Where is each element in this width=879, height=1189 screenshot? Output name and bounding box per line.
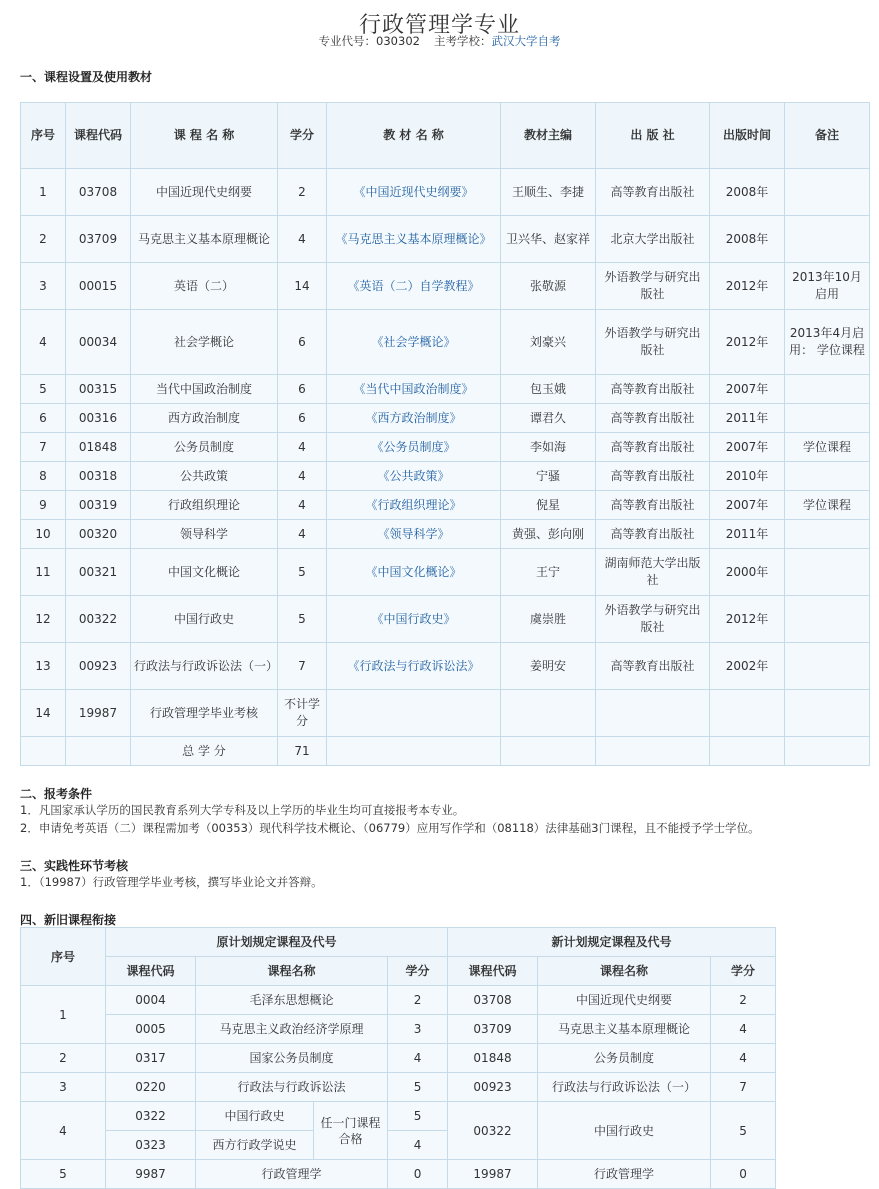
publisher-cell: 高等教育出版社 bbox=[596, 491, 710, 520]
course-code-cell: 00320 bbox=[66, 520, 131, 549]
course-code-cell: 00923 bbox=[66, 643, 131, 690]
pub-year-cell: 2011年 bbox=[710, 520, 785, 549]
remark-cell: 学位课程 bbox=[785, 491, 870, 520]
new-plan-header: 新计划规定课程及代号 bbox=[448, 928, 776, 957]
course-code-cell: 00015 bbox=[66, 263, 131, 310]
publisher-cell: 外语教学与研究出版社 bbox=[596, 263, 710, 310]
new-credit-cell: 0 bbox=[711, 1160, 776, 1189]
course-table-header bbox=[21, 103, 870, 169]
new-code-cell: 03708 bbox=[448, 986, 538, 1015]
credit-cell: 7 bbox=[278, 643, 327, 690]
seq-cell: 8 bbox=[21, 462, 66, 491]
textbook-cell[interactable]: 《社会学概论》 bbox=[327, 310, 501, 375]
old-code-cell: 0005 bbox=[106, 1015, 196, 1044]
old-credit-cell: 4 bbox=[388, 1044, 448, 1073]
old-credit-cell: 4 bbox=[388, 1131, 448, 1160]
pub-year-cell: 2012年 bbox=[710, 263, 785, 310]
course-row bbox=[21, 375, 870, 404]
total-row bbox=[21, 737, 870, 766]
seq-header: 序号 bbox=[21, 928, 106, 986]
seq-cell: 11 bbox=[21, 549, 66, 596]
seq-cell: 1 bbox=[21, 986, 106, 1044]
either-course-note: 任一门课程合格 bbox=[314, 1102, 388, 1160]
editor-cell: 包玉娥 bbox=[501, 375, 596, 404]
course-name-cell: 中国近现代史纲要 bbox=[131, 169, 278, 216]
textbook-cell[interactable]: 《中国行政史》 bbox=[327, 596, 501, 643]
sub-header: 学分 bbox=[388, 957, 448, 986]
textbook-cell[interactable]: 《英语（二）自学教程》 bbox=[327, 263, 501, 310]
credit-cell: 不计学分 bbox=[278, 690, 327, 737]
course-name-cell: 英语（二） bbox=[131, 263, 278, 310]
credit-cell: 4 bbox=[278, 433, 327, 462]
seq-cell: 13 bbox=[21, 643, 66, 690]
pub-year-cell: 2008年 bbox=[710, 169, 785, 216]
credit-cell: 2 bbox=[278, 169, 327, 216]
col-header: 出版时间 bbox=[710, 103, 785, 169]
pub-year-cell: 2007年 bbox=[710, 491, 785, 520]
new-credit-cell: 4 bbox=[711, 1044, 776, 1073]
course-name-cell: 西方政治制度 bbox=[131, 404, 278, 433]
textbook-cell[interactable]: 《中国近现代史纲要》 bbox=[327, 169, 501, 216]
new-name-cell: 马克思主义基本原理概论 bbox=[538, 1015, 711, 1044]
section1-heading: 一、课程设置及使用教材 bbox=[20, 70, 153, 84]
new-name-cell: 行政管理学 bbox=[538, 1160, 711, 1189]
pub-year-cell: 2002年 bbox=[710, 643, 785, 690]
seq-cell: 4 bbox=[21, 310, 66, 375]
course-row bbox=[21, 520, 870, 549]
remark-cell bbox=[785, 216, 870, 263]
credit-cell: 6 bbox=[278, 375, 327, 404]
publisher-cell: 高等教育出版社 bbox=[596, 433, 710, 462]
seq-cell: 6 bbox=[21, 404, 66, 433]
course-name-cell: 当代中国政治制度 bbox=[131, 375, 278, 404]
course-row bbox=[21, 433, 870, 462]
course-name-cell: 行政法与行政诉讼法（一） bbox=[131, 643, 278, 690]
section4-heading: 四、新旧课程衔接 bbox=[20, 913, 117, 927]
publisher-cell: 湖南师范大学出版社 bbox=[596, 549, 710, 596]
pub-year-cell: 2010年 bbox=[710, 462, 785, 491]
empty-cell bbox=[785, 737, 870, 766]
editor-cell: 王宁 bbox=[501, 549, 596, 596]
empty-cell bbox=[21, 737, 66, 766]
publisher-cell: 高等教育出版社 bbox=[596, 169, 710, 216]
remark-cell bbox=[785, 690, 870, 737]
pub-year-cell bbox=[710, 690, 785, 737]
col-header: 学分 bbox=[278, 103, 327, 169]
course-name-cell: 社会学概论 bbox=[131, 310, 278, 375]
editor-cell bbox=[501, 690, 596, 737]
col-header: 序号 bbox=[21, 103, 66, 169]
course-name-cell: 领导科学 bbox=[131, 520, 278, 549]
textbook-cell[interactable]: 《公务员制度》 bbox=[327, 433, 501, 462]
old-code-cell: 0317 bbox=[106, 1044, 196, 1073]
empty-cell bbox=[596, 737, 710, 766]
course-code-cell: 19987 bbox=[66, 690, 131, 737]
course-code-cell: 00316 bbox=[66, 404, 131, 433]
editor-cell: 姜明安 bbox=[501, 643, 596, 690]
course-name-cell: 公务员制度 bbox=[131, 433, 278, 462]
old-credit-cell: 5 bbox=[388, 1073, 448, 1102]
course-name-cell: 行政管理学毕业考核 bbox=[131, 690, 278, 737]
new-code-cell: 19987 bbox=[448, 1160, 538, 1189]
remark-cell bbox=[785, 596, 870, 643]
textbook-cell[interactable]: 《公共政策》 bbox=[327, 462, 501, 491]
seq-cell: 5 bbox=[21, 375, 66, 404]
credit-cell: 6 bbox=[278, 404, 327, 433]
publisher-cell: 高等教育出版社 bbox=[596, 520, 710, 549]
textbook-cell[interactable]: 《行政组织理论》 bbox=[327, 491, 501, 520]
credit-cell: 4 bbox=[278, 491, 327, 520]
course-row bbox=[21, 596, 870, 643]
old-code-cell: 0322 bbox=[106, 1102, 196, 1131]
publisher-cell: 高等教育出版社 bbox=[596, 462, 710, 491]
sub-header: 课程名称 bbox=[538, 957, 711, 986]
col-header: 出 版 社 bbox=[596, 103, 710, 169]
editor-cell: 宁骚 bbox=[501, 462, 596, 491]
old-credit-cell: 2 bbox=[388, 986, 448, 1015]
col-header: 教材主编 bbox=[501, 103, 596, 169]
remark-cell: 学位课程 bbox=[785, 433, 870, 462]
remark-cell bbox=[785, 404, 870, 433]
editor-cell: 卫兴华、赵家祥 bbox=[501, 216, 596, 263]
new-name-cell: 中国近现代史纲要 bbox=[538, 986, 711, 1015]
new-credit-cell: 2 bbox=[711, 986, 776, 1015]
textbook-cell[interactable]: 《行政法与行政诉讼法》 bbox=[327, 643, 501, 690]
empty-cell bbox=[501, 737, 596, 766]
seq-cell: 14 bbox=[21, 690, 66, 737]
section3-line: 1．（19987）行政管理学毕业考核，撰写毕业论文并答辩。 bbox=[20, 875, 323, 889]
new-code-cell: 00322 bbox=[448, 1102, 538, 1160]
sub-header: 课程代码 bbox=[448, 957, 538, 986]
major-code: 030302 bbox=[376, 34, 420, 48]
old-name-cell: 西方行政学说史 bbox=[196, 1131, 314, 1160]
publisher-cell: 北京大学出版社 bbox=[596, 216, 710, 263]
col-header: 课程代码 bbox=[66, 103, 131, 169]
course-row bbox=[21, 169, 870, 216]
textbook-cell[interactable]: 《西方政治制度》 bbox=[327, 404, 501, 433]
transition-row bbox=[21, 1160, 776, 1189]
course-name-cell: 马克思主义基本原理概论 bbox=[131, 216, 278, 263]
sub-header: 学分 bbox=[711, 957, 776, 986]
new-code-cell: 00923 bbox=[448, 1073, 538, 1102]
editor-cell: 张敬源 bbox=[501, 263, 596, 310]
total-label: 总 学 分 bbox=[131, 737, 278, 766]
new-credit-cell: 5 bbox=[711, 1102, 776, 1160]
textbook-cell[interactable]: 《领导科学》 bbox=[327, 520, 501, 549]
course-code-cell: 01848 bbox=[66, 433, 131, 462]
textbook-cell[interactable]: 《马克思主义基本原理概论》 bbox=[327, 216, 501, 263]
old-code-cell: 0323 bbox=[106, 1131, 196, 1160]
credit-cell: 4 bbox=[278, 462, 327, 491]
remark-cell bbox=[785, 549, 870, 596]
pub-year-cell: 2007年 bbox=[710, 433, 785, 462]
course-code-cell: 03709 bbox=[66, 216, 131, 263]
old-code-cell: 0004 bbox=[106, 986, 196, 1015]
seq-cell: 10 bbox=[21, 520, 66, 549]
remark-cell bbox=[785, 169, 870, 216]
old-credit-cell: 0 bbox=[388, 1160, 448, 1189]
new-name-cell: 公务员制度 bbox=[538, 1044, 711, 1073]
new-credit-cell: 7 bbox=[711, 1073, 776, 1102]
seq-cell: 3 bbox=[21, 1073, 106, 1102]
old-name-cell: 行政法与行政诉讼法 bbox=[196, 1073, 388, 1102]
course-name-cell: 中国行政史 bbox=[131, 596, 278, 643]
editor-cell: 李如海 bbox=[501, 433, 596, 462]
section2-line: 1．凡国家承认学历的国民教育系列大学专科及以上学历的毕业生均可直接报考本专业。 bbox=[20, 803, 465, 817]
publisher-cell: 高等教育出版社 bbox=[596, 375, 710, 404]
new-name-cell: 中国行政史 bbox=[538, 1102, 711, 1160]
page-title: 行政管理学专业 bbox=[358, 13, 520, 38]
course-row bbox=[21, 263, 870, 310]
textbook-cell[interactable]: 《中国文化概论》 bbox=[327, 549, 501, 596]
course-code-cell: 00322 bbox=[66, 596, 131, 643]
pub-year-cell: 2008年 bbox=[710, 216, 785, 263]
col-header: 教 材 名 称 bbox=[327, 103, 501, 169]
publisher-cell: 高等教育出版社 bbox=[596, 404, 710, 433]
seq-cell: 7 bbox=[21, 433, 66, 462]
credit-cell: 4 bbox=[278, 520, 327, 549]
publisher-cell: 高等教育出版社 bbox=[596, 643, 710, 690]
course-row bbox=[21, 491, 870, 520]
transition-row bbox=[21, 986, 776, 1015]
section2-line: 2．申请免考英语（二）课程需加考（00353）现代科学技术概论、（06779）应用写作学和（08118）法律基础3门课程，且不能授予学士学位。 bbox=[20, 821, 760, 835]
old-credit-cell: 3 bbox=[388, 1015, 448, 1044]
sub-header: 课程代码 bbox=[106, 957, 196, 986]
transition-row bbox=[21, 1015, 776, 1044]
credit-cell: 6 bbox=[278, 310, 327, 375]
course-name-cell: 中国文化概论 bbox=[131, 549, 278, 596]
remark-cell bbox=[785, 462, 870, 491]
old-plan-header: 原计划规定课程及代号 bbox=[106, 928, 448, 957]
course-code-cell: 00321 bbox=[66, 549, 131, 596]
editor-cell: 谭君久 bbox=[501, 404, 596, 433]
seq-cell: 12 bbox=[21, 596, 66, 643]
new-code-cell: 03709 bbox=[448, 1015, 538, 1044]
col-header: 备注 bbox=[785, 103, 870, 169]
course-name-cell: 公共政策 bbox=[131, 462, 278, 491]
course-row bbox=[21, 690, 870, 737]
major-code-label: 专业代号： bbox=[318, 34, 377, 48]
seq-cell: 2 bbox=[21, 1044, 106, 1073]
editor-cell: 王顺生、李捷 bbox=[501, 169, 596, 216]
transition-row bbox=[21, 1044, 776, 1073]
remark-cell: 2013年10月启用 bbox=[785, 263, 870, 310]
pub-year-cell: 2012年 bbox=[710, 310, 785, 375]
old-code-cell: 9987 bbox=[106, 1160, 196, 1189]
publisher-cell: 外语教学与研究出版社 bbox=[596, 310, 710, 375]
seq-cell: 3 bbox=[21, 263, 66, 310]
seq-cell: 2 bbox=[21, 216, 66, 263]
remark-cell: 2013年4月启用： 学位课程 bbox=[785, 310, 870, 375]
course-row bbox=[21, 549, 870, 596]
new-code-cell: 01848 bbox=[448, 1044, 538, 1073]
course-code-cell: 00318 bbox=[66, 462, 131, 491]
remark-cell bbox=[785, 643, 870, 690]
section2-heading: 二、报考条件 bbox=[20, 787, 93, 801]
seq-cell: 4 bbox=[21, 1102, 106, 1160]
editor-cell: 黄强、彭向刚 bbox=[501, 520, 596, 549]
transition-table bbox=[20, 927, 776, 1189]
course-row bbox=[21, 310, 870, 375]
publisher-cell bbox=[596, 690, 710, 737]
col-header: 课 程 名 称 bbox=[131, 103, 278, 169]
sub-header: 课程名称 bbox=[196, 957, 388, 986]
old-name-cell: 毛泽东思想概论 bbox=[196, 986, 388, 1015]
old-code-cell: 0220 bbox=[106, 1073, 196, 1102]
seq-cell: 1 bbox=[21, 169, 66, 216]
old-name-cell: 行政管理学 bbox=[196, 1160, 388, 1189]
remark-cell bbox=[785, 520, 870, 549]
course-row bbox=[21, 216, 870, 263]
seq-cell: 5 bbox=[21, 1160, 106, 1189]
course-name-cell: 行政组织理论 bbox=[131, 491, 278, 520]
editor-cell: 虞崇胜 bbox=[501, 596, 596, 643]
credit-cell: 4 bbox=[278, 216, 327, 263]
course-row bbox=[21, 643, 870, 690]
page-subtitle bbox=[0, 33, 879, 49]
school-link[interactable]: 武汉大学自考 bbox=[491, 34, 561, 48]
old-name-cell: 中国行政史 bbox=[196, 1102, 314, 1131]
old-credit-cell: 5 bbox=[388, 1102, 448, 1131]
course-row bbox=[21, 462, 870, 491]
textbook-cell[interactable]: 《当代中国政治制度》 bbox=[327, 375, 501, 404]
editor-cell: 刘豪兴 bbox=[501, 310, 596, 375]
course-code-cell: 00315 bbox=[66, 375, 131, 404]
new-name-cell: 行政法与行政诉讼法（一） bbox=[538, 1073, 711, 1102]
course-table bbox=[20, 102, 870, 766]
credit-cell: 5 bbox=[278, 549, 327, 596]
course-code-cell: 00034 bbox=[66, 310, 131, 375]
transition-row bbox=[21, 1102, 776, 1131]
course-row bbox=[21, 404, 870, 433]
school-label: 主考学校： bbox=[433, 34, 492, 48]
section3-heading: 三、实践性环节考核 bbox=[20, 859, 129, 873]
seq-cell: 9 bbox=[21, 491, 66, 520]
total-value: 71 bbox=[278, 737, 327, 766]
transition-row bbox=[21, 1073, 776, 1102]
credit-cell: 14 bbox=[278, 263, 327, 310]
credit-cell: 5 bbox=[278, 596, 327, 643]
pub-year-cell: 2007年 bbox=[710, 375, 785, 404]
course-code-cell: 00319 bbox=[66, 491, 131, 520]
pub-year-cell: 2011年 bbox=[710, 404, 785, 433]
textbook-cell bbox=[327, 690, 501, 737]
pub-year-cell: 2012年 bbox=[710, 596, 785, 643]
empty-cell bbox=[66, 737, 131, 766]
new-credit-cell: 4 bbox=[711, 1015, 776, 1044]
old-name-cell: 马克思主义政治经济学原理 bbox=[196, 1015, 388, 1044]
editor-cell: 倪星 bbox=[501, 491, 596, 520]
remark-cell bbox=[785, 375, 870, 404]
old-name-cell: 国家公务员制度 bbox=[196, 1044, 388, 1073]
empty-cell bbox=[327, 737, 501, 766]
course-code-cell: 03708 bbox=[66, 169, 131, 216]
empty-cell bbox=[710, 737, 785, 766]
pub-year-cell: 2000年 bbox=[710, 549, 785, 596]
publisher-cell: 外语教学与研究出版社 bbox=[596, 596, 710, 643]
